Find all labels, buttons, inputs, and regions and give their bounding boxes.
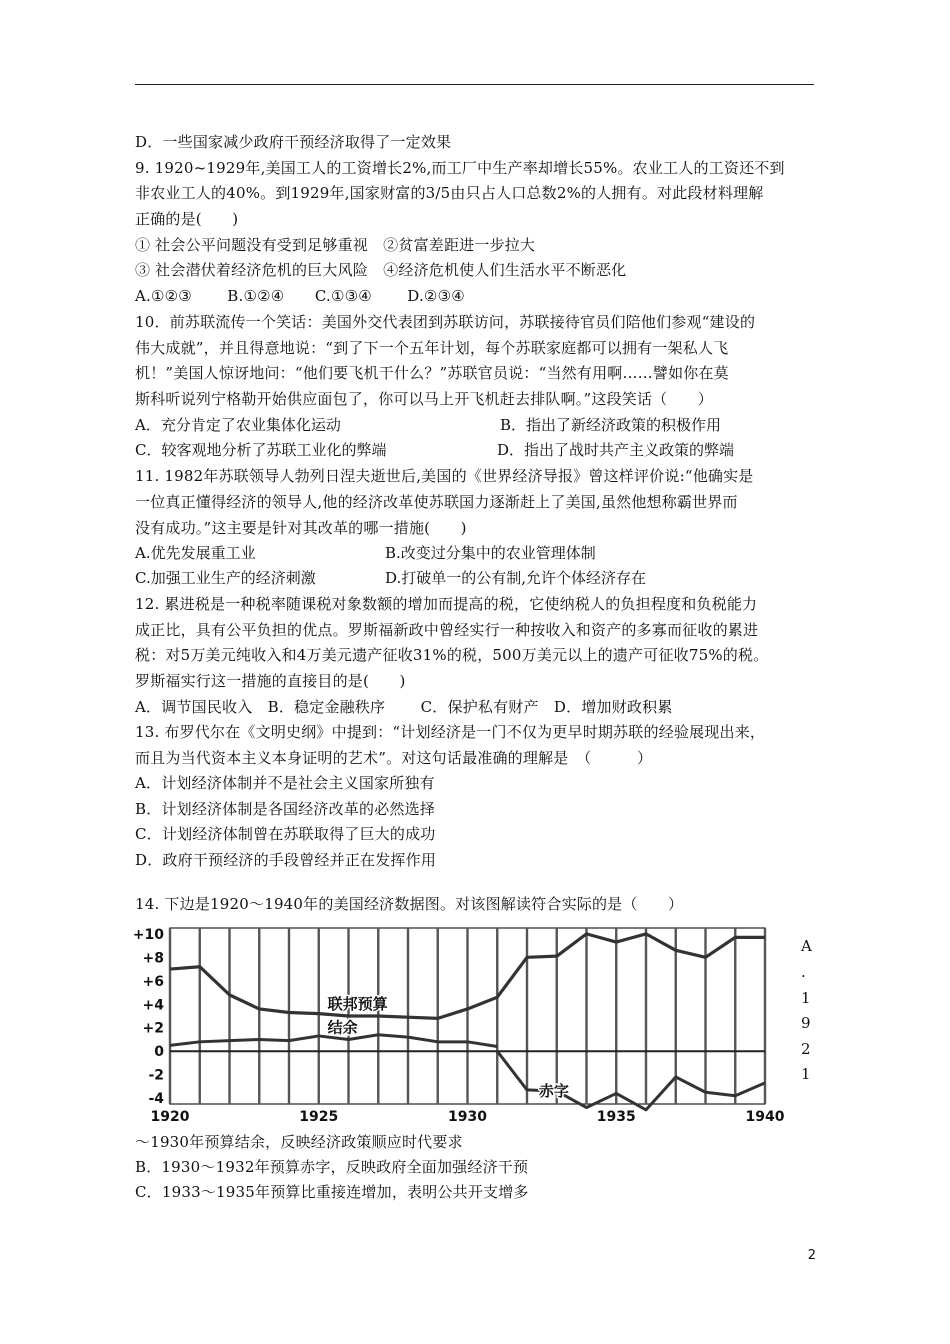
q11-option: C.加强工业生产的经济刺激 (135, 569, 316, 587)
text-line: 非农业工人的40%。到1929年,国家财富的3/5由只占人口总数2%的人拥有。对此段材料理解 (135, 184, 764, 202)
q11-option: A.优先发展重工业 (135, 544, 256, 562)
text-line: B．计划经济体制是各国经济改革的必然选择 (135, 800, 436, 818)
y-tick-label: +8 (142, 950, 164, 967)
chart-annotation: 赤字 (538, 1081, 569, 1100)
text-line: B．1930～1932年预算赤字，反映政府全面加强经济干预 (135, 1158, 529, 1176)
x-tick-label: 1940 (745, 1109, 785, 1125)
side-char: 2 (801, 1040, 811, 1058)
series-line (497, 1051, 765, 1110)
series-line (170, 1035, 497, 1047)
y-tick-label: +4 (142, 997, 164, 1014)
text-line: A．计划经济体制并不是社会主义国家所独有 (135, 774, 435, 792)
text-line: ③ 社会潜伏着经济危机的巨大风险 ④经济危机使人们生活水平不断恶化 (135, 261, 627, 279)
text-line: 10．前苏联流传一个笑话：美国外交代表团到苏联访问，苏联接待官员们陪他们参观“建设的 (135, 313, 756, 331)
text-line: A．调节国民收入 B．稳定金融秩序 C．保护私有财产 D．增加财政积累 (135, 698, 673, 716)
text-line: 机！”美国人惊讶地问：“他们要飞机干什么？”苏联官员说：“当然有用啊……譬如你在莫 (135, 364, 729, 382)
text-line: D．政府干预经济的手段曾经并正在发挥作用 (135, 851, 437, 869)
us-economy-chart (110, 918, 790, 1136)
q11-option: B.改变过分集中的农业管理体制 (385, 544, 596, 562)
text-line: 9. 1920~1929年,美国工人的工资增长2%,而工厂中生产率却增长55%。农业工人的工资还不到 (135, 159, 785, 177)
page-number: 2 (807, 1248, 816, 1263)
header-rule (135, 84, 814, 85)
side-char: A (801, 937, 812, 955)
text-line: 没有成功。”这主要是针对其改革的哪一措施( ) (135, 519, 467, 537)
q10-option: A．充分肯定了农业集体化运动 (135, 416, 341, 434)
q14-stem: 14. 下边是1920～1940年的美国经济数据图。对该图解读符合实际的是（ ） (135, 895, 684, 913)
text-line: 而且为当代资本主义本身证明的艺术”。对这句话最准确的理解是 （ ） (135, 749, 653, 767)
text-line: 11. 1982年苏联领导人勃列日涅夫逝世后,美国的《世界经济导报》曾这样评价说:“他确实是 (135, 467, 754, 485)
x-tick-label: 1935 (596, 1109, 636, 1125)
side-char: 1 (801, 989, 811, 1007)
text-line: 13. 布罗代尔在《文明史纲》中提到：“计划经济是一门不仅为更早时期苏联的经验展现出来， (135, 723, 766, 741)
text-line: 斯科听说列宁格勒开始供应面包了，你可以马上开飞机赶去排队啊。”这段笑话（ ） (135, 390, 713, 408)
x-tick-label: 1920 (150, 1109, 190, 1125)
q10-option: C．较客观地分析了苏联工业化的弊端 (135, 441, 387, 459)
text-line: 12. 累进税是一种税率随课税对象数额的增加而提高的税，它使纳税人的负担程度和负税能力 (135, 595, 758, 613)
chart-annotation: 联邦预算 (327, 994, 388, 1013)
side-char: 9 (801, 1014, 811, 1032)
x-tick-label: 1925 (299, 1109, 339, 1125)
text-line: 伟大成就”，并且得意地说：“到了下一个五年计划，每个苏联家庭都可以拥有一架私人飞 (135, 339, 729, 357)
y-tick-label: +10 (132, 926, 164, 943)
q11-option: D.打破单一的公有制,允许个体经济存在 (385, 569, 647, 587)
text-line: 一位真正懂得经济的领导人,他的经济改革使苏联国力逐渐赶上了美国,虽然他想称霸世界而 (135, 493, 738, 511)
text-line: ～1930年预算结余，反映经济政策顺应时代要求 (135, 1133, 463, 1151)
text-line: 成正比，具有公平负担的优点。罗斯福新政中曾经实行一种按收入和资产的多寡而征收的累进 (135, 621, 759, 639)
text-line: 正确的是( ) (135, 210, 239, 228)
chart-annotation: 结余 (327, 1018, 358, 1037)
y-tick-label: -4 (148, 1091, 164, 1108)
y-tick-label: +6 (142, 973, 164, 990)
side-char: . (801, 963, 806, 981)
q10-option: B．指出了新经济政策的积极作用 (500, 416, 722, 434)
text-line: 税：对5万美元纯收入和4万美元遗产征收31%的税，500万美元以上的遗产可征收75%的税。 (135, 646, 769, 664)
text-line: 罗斯福实行这一措施的直接目的是( ) (135, 672, 406, 690)
text-line: C．计划经济体制曾在苏联取得了巨大的成功 (135, 825, 436, 843)
y-tick-label: -2 (148, 1067, 164, 1084)
text-line: ① 社会公平问题没有受到足够重视 ②贫富差距进一步拉大 (135, 236, 536, 254)
text-line: C．1933～1935年预算比重接连增加，表明公共开支增多 (135, 1183, 529, 1201)
text-line: D．一些国家减少政府干预经济取得了一定效果 (135, 133, 452, 151)
y-tick-label: 0 (154, 1044, 164, 1061)
q10-option: D．指出了战时共产主义政策的弊端 (497, 441, 735, 459)
x-tick-label: 1930 (448, 1109, 487, 1125)
side-char: 1 (801, 1065, 811, 1083)
text-line: A.①②③ B.①②④ C.①③④ D.②③④ (135, 287, 465, 305)
y-tick-label: +2 (142, 1020, 164, 1037)
